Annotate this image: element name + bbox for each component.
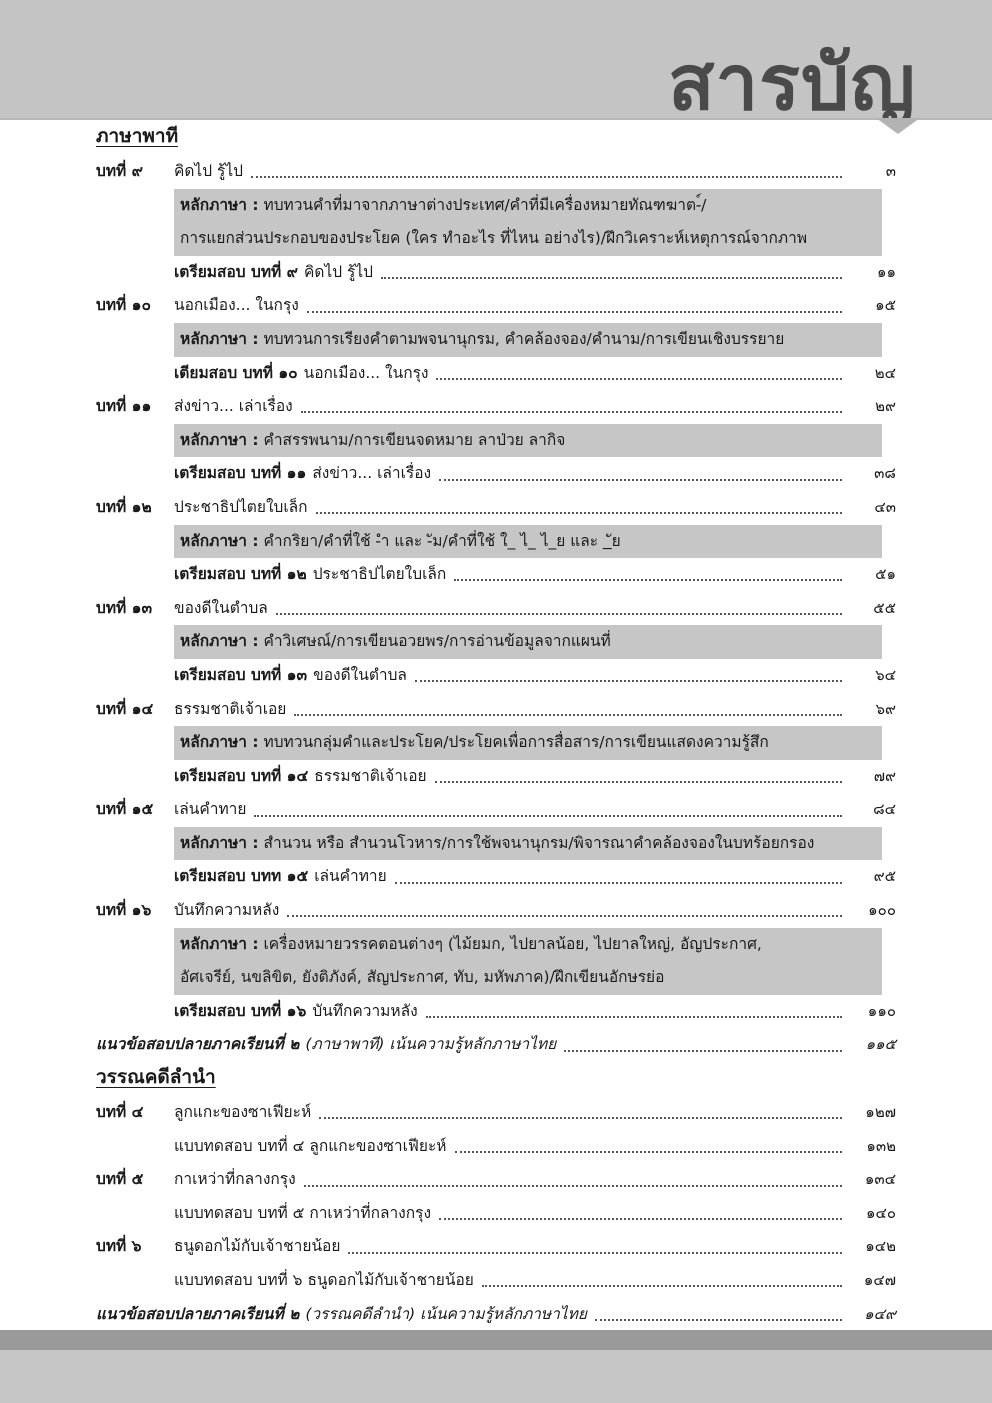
page-number: ๙๕ xyxy=(873,867,896,886)
prep-label: เตรียมสอบ บทท ๑๕ xyxy=(174,867,309,886)
grammar-note-label: หลักภาษา : xyxy=(180,833,259,852)
grammar-note xyxy=(174,928,882,995)
toc-entry-prep[interactable] xyxy=(96,760,896,794)
dot-leader xyxy=(319,1116,842,1119)
dot-leader xyxy=(595,1318,842,1321)
grammar-note-text: สำนวน หรือ สำนวนโวหาร/การใช้พจนานุกรม/พิจารณาคำคล้องจองในบทร้อยกรอง xyxy=(263,833,815,852)
grammar-note-label: หลักภาษา : xyxy=(180,430,259,449)
chapter-label: บทที่ ๑๑ xyxy=(96,397,152,416)
toc-entry-test[interactable] xyxy=(96,1130,896,1164)
prep-label: เตรียมสอบ บทที่ ๑๑ xyxy=(174,464,307,483)
toc-entry-chapter[interactable] xyxy=(96,491,896,525)
toc-entry-chapter[interactable] xyxy=(96,793,896,827)
toc-entry-exam[interactable] xyxy=(96,1298,896,1332)
toc-entry-chapter[interactable] xyxy=(96,1230,896,1264)
dot-leader xyxy=(304,1184,842,1187)
chapter-label: บทที่ ๙ xyxy=(96,162,144,180)
page-number: ๑๔๒ xyxy=(865,1237,896,1256)
entry-title: นอกเมือง... ในกรุง xyxy=(174,296,299,315)
page-number: ๒๔ xyxy=(874,363,896,382)
grammar-note-line xyxy=(180,625,876,659)
chapter-label: บทที่ ๑๔ xyxy=(96,699,154,718)
grammar-note-text: การแยกส่วนประกอบของประโยค (ใคร ทำอะไร ที่ไหน อย่างไร)/ฝึกวิเคราะห์เหตุการณ์จากภาพ xyxy=(180,229,808,248)
dot-leader xyxy=(251,175,842,178)
entry-title: คิดไป รู้ไป xyxy=(174,162,243,180)
toc-entry-exam[interactable] xyxy=(96,1028,896,1062)
page-number: ๕๑ xyxy=(875,565,896,584)
grammar-note-label: หลักภาษา : xyxy=(180,934,259,953)
toc-entry-test[interactable] xyxy=(96,1264,896,1298)
entry-title: ธรรมชาติเจ้าเอย xyxy=(314,766,427,785)
page-number: ๑๐๐ xyxy=(868,901,896,920)
page-number: ๕๕ xyxy=(873,598,896,617)
dot-leader xyxy=(381,276,842,279)
table-of-contents xyxy=(96,121,896,1331)
toc-entry-chapter[interactable] xyxy=(96,289,896,323)
toc-entry-chapter[interactable] xyxy=(96,390,896,424)
dot-leader xyxy=(455,1150,842,1153)
chapter-label: บทที่ ๑๕ xyxy=(96,800,154,819)
page-number: ๑๑๐ xyxy=(867,1001,896,1020)
grammar-note-line xyxy=(180,323,876,357)
grammar-note-text: คำสรรพนาม/การเขียนจดหมาย ลาป่วย ลากิจ xyxy=(263,430,566,449)
grammar-note xyxy=(174,424,882,458)
entry-title: ของดีในตำบล xyxy=(174,598,268,617)
entry-title: แบบทดสอบ บทที่ ๖ ธนูดอกไม้กับเจ้าชายน้อย xyxy=(174,1271,474,1289)
dot-leader xyxy=(287,914,842,917)
grammar-note xyxy=(174,827,882,861)
grammar-note-line xyxy=(180,827,876,861)
entry-title: (ภาษาพาที) เน้นความรู้หลักภาษาไทย xyxy=(305,1035,557,1054)
prep-label: เตรียมสอบ บทที่ ๑๔ xyxy=(174,766,309,785)
page-number: ๖๔ xyxy=(875,665,896,684)
toc-entry-test[interactable] xyxy=(96,1197,896,1231)
toc-entry-prep[interactable] xyxy=(96,659,896,693)
prep-label: เตรียมสอบ บทที่ ๑๖ xyxy=(174,1001,307,1020)
chapter-label: บทที่ ๑๒ xyxy=(96,497,152,516)
toc-entry-chapter[interactable] xyxy=(96,592,896,626)
prep-label: เตรียมสอบ บทที่ ๑๓ xyxy=(174,665,308,684)
exam-label: แนวข้อสอบปลายภาคเรียนที่ ๒ xyxy=(96,1035,300,1054)
dot-leader xyxy=(395,881,842,884)
entry-title: ประชาธิปไตยใบเล็ก xyxy=(174,497,308,516)
entry-title: ธนูดอกไม้กับเจ้าชายน้อย xyxy=(174,1237,341,1256)
section-heading: ภาษาพาที xyxy=(96,125,179,147)
page-number: ๗๙ xyxy=(873,766,896,785)
grammar-note-text: ทบทวนคำที่มาจากภาษาต่างประเทศ/คำที่มีเครื่องหมายทัณฑฆาต-์/ xyxy=(263,195,707,214)
toc-entry-prep[interactable] xyxy=(96,995,896,1029)
chapter-label: บทที่ ๑๓ xyxy=(96,598,153,617)
page-number: ๑๔๙ xyxy=(864,1304,896,1323)
page-number: ๑๒๗ xyxy=(865,1103,896,1122)
toc-entry-chapter[interactable] xyxy=(96,155,896,189)
page-number: ๖๙ xyxy=(875,699,896,718)
grammar-note-label: หลักภาษา : xyxy=(180,329,259,348)
page-number: ๔๓ xyxy=(874,497,896,516)
toc-entry-prep[interactable] xyxy=(96,256,896,290)
grammar-note-label: หลักภาษา : xyxy=(180,531,259,550)
chapter-label: บทที่ ๑๖ xyxy=(96,901,152,920)
entry-title: ส่งข่าว... เล่าเรื่อง xyxy=(174,397,293,416)
dot-leader xyxy=(426,1015,842,1018)
dot-leader xyxy=(436,377,842,380)
grammar-note-line xyxy=(180,961,876,995)
page-number: ๑๕ xyxy=(875,296,896,315)
page-number: ๑๓๔ xyxy=(864,1170,896,1189)
entry-title: กาเหว่าที่กลางกรุง xyxy=(174,1170,296,1189)
page-number: ๓ xyxy=(885,162,896,180)
entry-title: เล่นคำทาย xyxy=(174,800,247,819)
entry-title: เล่นคำทาย xyxy=(314,867,387,886)
grammar-note-line xyxy=(180,525,876,559)
dot-leader xyxy=(564,1049,842,1052)
grammar-note-label: หลักภาษา : xyxy=(180,632,259,651)
page-number: ๓๘ xyxy=(874,464,896,483)
grammar-note-line xyxy=(180,222,876,256)
prep-label: เตรียมสอบ บทที่ ๑๒ xyxy=(174,565,307,584)
grammar-note-text: อัศเจรีย์, นขลิขิต, ยังติภังค์, สัญประกาศ, ทับ, มหัพภาค)/ฝึกเขียนอักษรย่อ xyxy=(180,968,665,987)
entry-title: บันทึกความหลัง xyxy=(312,1001,418,1020)
grammar-note-text: ทบทวนการเรียงคำตามพจนานุกรม, คำคล้องจอง/คำนาม/การเขียนเชิงบรรยาย xyxy=(263,329,785,348)
dot-leader xyxy=(294,713,842,716)
dot-leader xyxy=(254,814,842,817)
grammar-note-line xyxy=(180,726,876,760)
toc-entry-prep[interactable] xyxy=(96,457,896,491)
page-number: ๑๑ xyxy=(876,262,896,281)
entry-title: (วรรณคดีลำนำ) เน้นความรู้หลักภาษาไทย xyxy=(305,1304,587,1323)
dot-leader xyxy=(348,1251,842,1254)
page-number: ๑๔๗ xyxy=(863,1271,896,1289)
toc-entry-chapter[interactable] xyxy=(96,1163,896,1197)
chapter-label: บทที่ ๑๐ xyxy=(96,296,151,315)
toc-entry-chapter[interactable] xyxy=(96,1096,896,1130)
entry-title: ของดีในตำบล xyxy=(313,665,407,684)
toc-entry-prep[interactable] xyxy=(96,357,896,391)
footer-band-light xyxy=(0,1350,992,1403)
page-number: ๑๓๒ xyxy=(866,1136,896,1155)
dot-leader xyxy=(276,612,842,615)
toc-entry-prep[interactable] xyxy=(96,558,896,592)
dot-leader xyxy=(301,410,842,413)
prep-label: เตรียมสอบ บทที่ ๙ xyxy=(174,262,299,281)
grammar-note-text: คำกริยา/คำที่ใช้ -ำ และ -ัม/คำที่ใช้ ใ_ ไ_ ไ_ย และ _ัย xyxy=(263,531,621,550)
dot-leader xyxy=(307,310,842,313)
dot-leader xyxy=(454,578,842,581)
entry-title: ลูกแกะของซาเฟียะห์ xyxy=(174,1103,312,1122)
chapter-label: บทที่ ๔ xyxy=(96,1103,144,1122)
toc-entry-chapter[interactable] xyxy=(96,693,896,727)
page-number: ๘๔ xyxy=(873,800,896,819)
entry-title: ธรรมชาติเจ้าเอย xyxy=(174,699,287,718)
toc-entry-prep[interactable] xyxy=(96,860,896,894)
entry-title: แบบทดสอบ บทที่ ๔ ลูกแกะของซาเฟียะห์ xyxy=(174,1136,447,1155)
toc-entry-chapter[interactable] xyxy=(96,894,896,928)
grammar-note xyxy=(174,189,882,256)
exam-label: แนวข้อสอบปลายภาคเรียนที่ ๒ xyxy=(96,1304,300,1323)
grammar-note xyxy=(174,726,882,760)
page-number: ๑๔๐ xyxy=(865,1203,896,1222)
grammar-note-line xyxy=(180,424,876,458)
grammar-note-label: หลักภาษา : xyxy=(180,195,259,214)
dot-leader xyxy=(439,478,842,481)
entry-title: แบบทดสอบ บทที่ ๕ กาเหว่าที่กลางกรุง xyxy=(174,1203,432,1222)
page-number: ๑๑๕ xyxy=(865,1035,896,1054)
grammar-note xyxy=(174,625,882,659)
entry-title: คิดไป รู้ไป xyxy=(304,262,373,281)
entry-title: นอกเมือง... ในกรุง xyxy=(303,363,429,382)
chapter-label: บทที่ ๕ xyxy=(96,1170,144,1189)
grammar-note-text: คำวิเศษณ์/การเขียนอวยพร/การอ่านข้อมูลจากแผนที่ xyxy=(263,632,611,651)
prep-label: เตียมสอบ บทที่ ๑๐ xyxy=(174,363,298,382)
page-number: ๒๙ xyxy=(875,397,896,416)
grammar-note xyxy=(174,323,882,357)
footer-band xyxy=(0,1330,992,1350)
grammar-note-text: ทบทวนกลุ่มคำและประโยค/ประโยคเพื่อการสื่อสาร/การเขียนแสดงความรู้สึก xyxy=(263,733,769,752)
page-title: สารบัญ xyxy=(668,38,916,127)
grammar-note-line xyxy=(180,189,876,223)
grammar-note-line xyxy=(180,928,876,962)
chapter-label: บทที่ ๖ xyxy=(96,1237,142,1256)
section-heading: วรรณคดีลำนำ xyxy=(96,1066,216,1089)
dot-leader xyxy=(482,1284,842,1287)
dot-leader xyxy=(415,679,842,682)
entry-title: ประชาธิปไตยใบเล็ก xyxy=(312,565,447,584)
grammar-note-label: หลักภาษา : xyxy=(180,733,259,752)
entry-title: บันทึกความหลัง xyxy=(174,901,280,920)
entry-title: ส่งข่าว... เล่าเรื่อง xyxy=(312,464,432,483)
dot-leader xyxy=(435,780,842,783)
grammar-note xyxy=(174,525,882,559)
grammar-note-text: เครื่องหมายวรรคตอนต่างๆ (ไม้ยมก, ไปยาลน้อย, ไปยาลใหญ่, อัญประกาศ, xyxy=(263,934,762,953)
dot-leader xyxy=(439,1217,842,1220)
dot-leader xyxy=(316,511,842,514)
